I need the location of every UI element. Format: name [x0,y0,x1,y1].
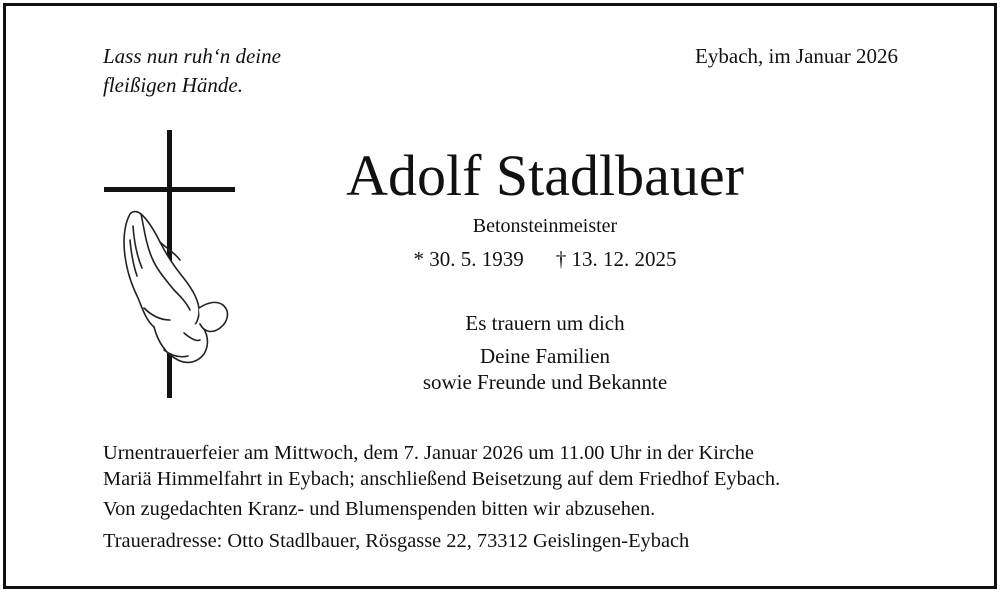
mourners [290,343,800,395]
deceased-profession: Betonsteinmeister [472,215,618,237]
mourning-intro: Es trauern um dich [465,311,625,335]
mourners-line-2: sowie Freunde und Bekannte [422,370,668,394]
death-date: † 13. 12. 2025 [555,247,677,271]
motto-line-1: Lass nun ruh‘n deine [103,44,281,68]
mourners-line-1: Deine Familien [479,344,611,368]
ceremony-line-2: Mariä Himmelfahrt in Eybach; anschließend Beisetzung auf dem Friedhof Eybach. [103,468,781,490]
life-dates [290,244,800,274]
praying-hands-icon [124,212,227,363]
flower-request: Von zugedachten Kranz- und Blumenspenden bitten wir abzusehen. [103,498,656,520]
ceremony-line-1: Urnentrauerfeier am Mittwoch, dem 7. Januar 2026 um 11.00 Uhr in der Kirche [103,442,754,464]
deceased-name: Adolf Stadlbauer [346,143,744,208]
birth-date: * 30. 5. 1939 [413,247,524,271]
cross-praying-hands-symbol [100,130,240,405]
place-date: Eybach, im Januar 2026 [695,44,898,68]
mourning-address: Traueradresse: Otto Stadlbauer, Rösgasse 22, 73312 Geislingen-Eybach [103,530,690,552]
motto-line-2: fleißigen Hände. [103,73,243,97]
motto [103,42,281,100]
ceremony-info [103,440,903,554]
